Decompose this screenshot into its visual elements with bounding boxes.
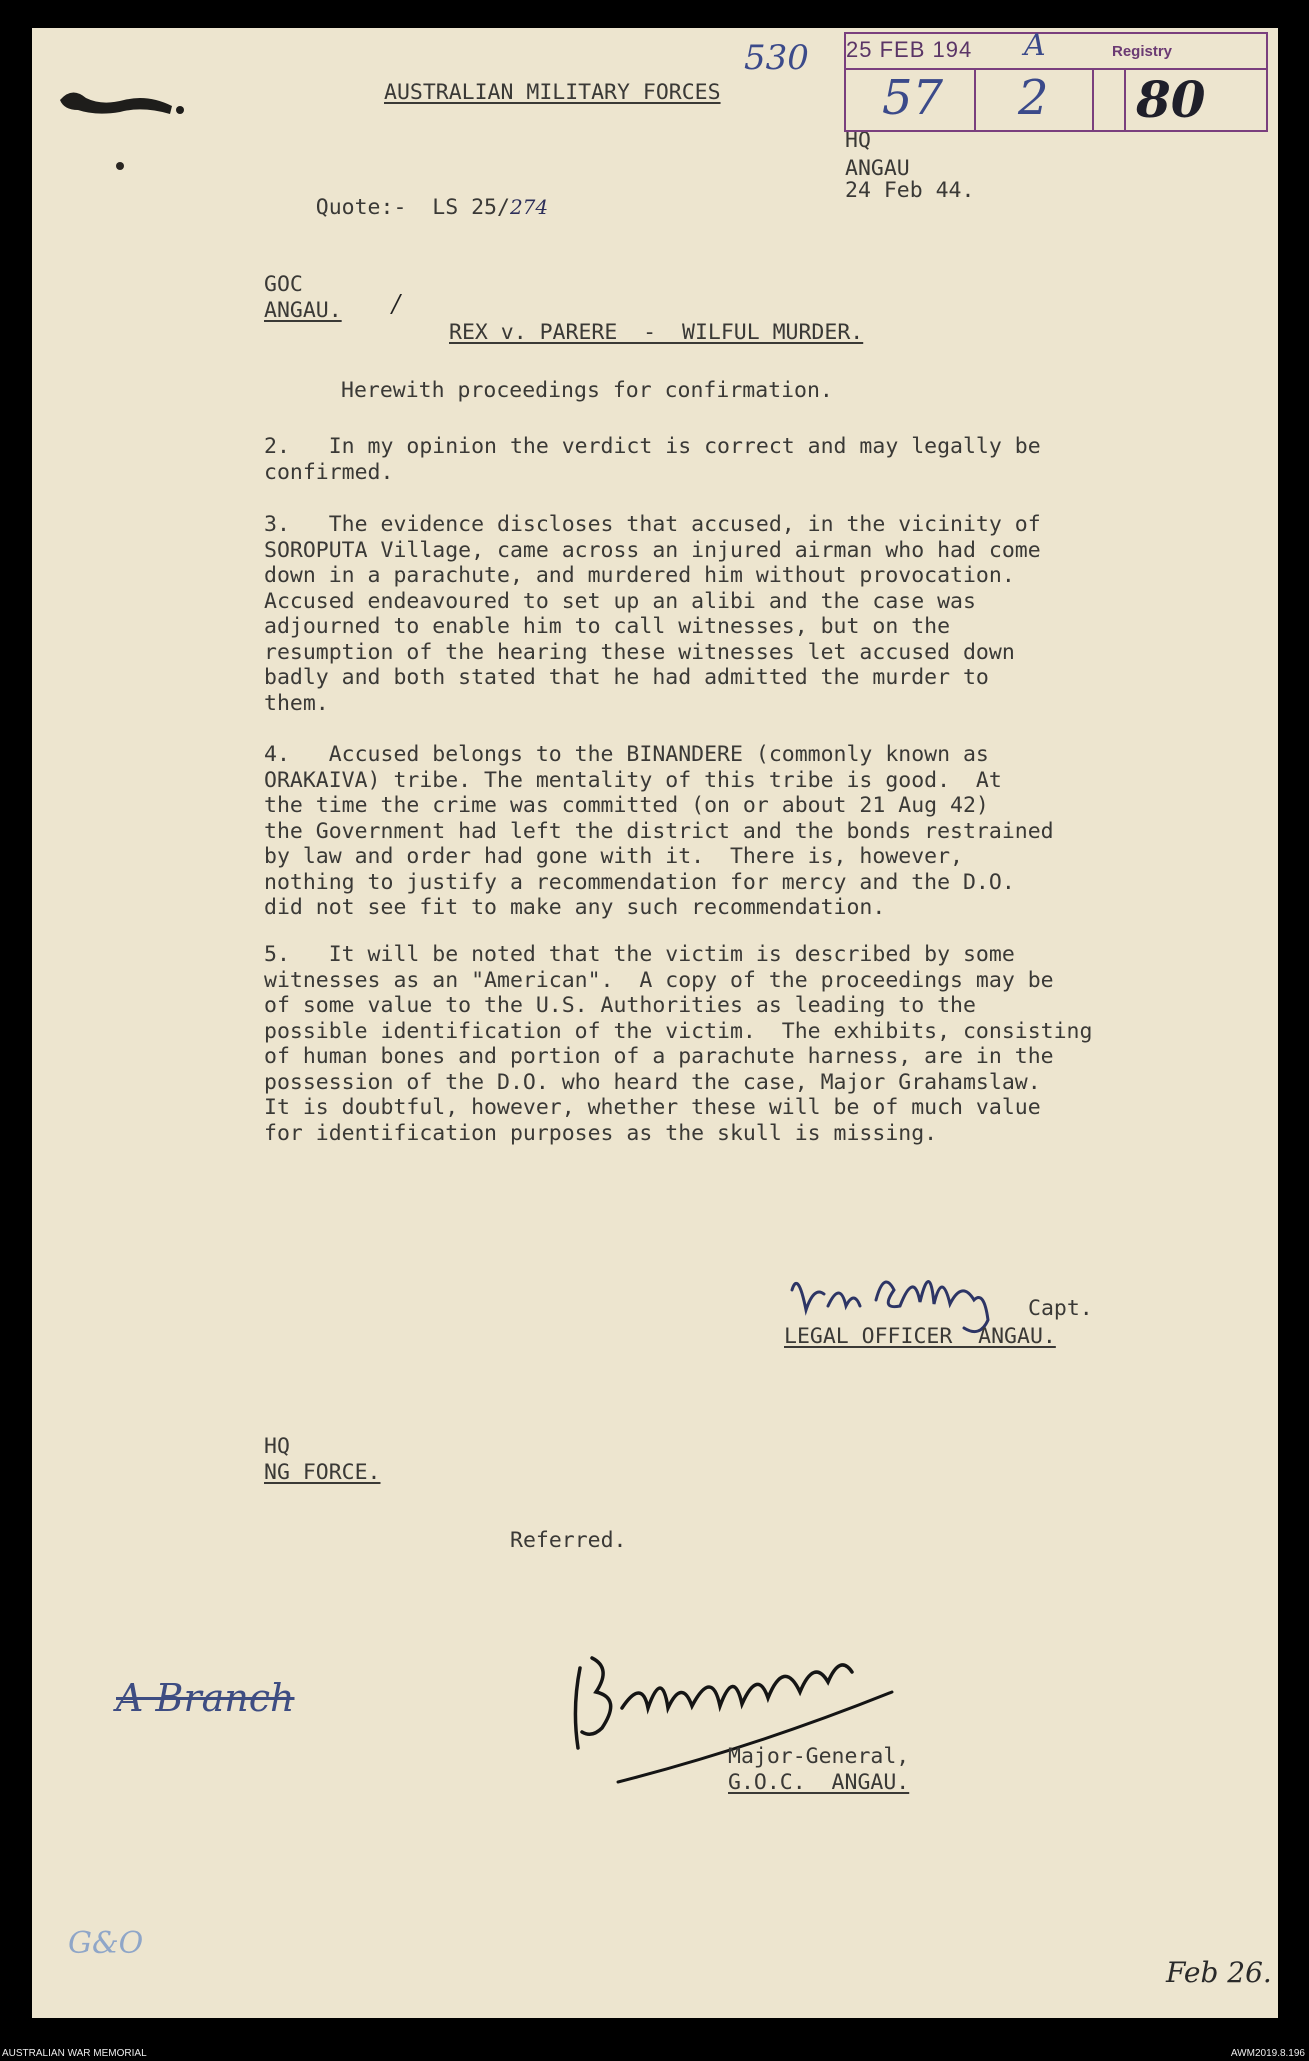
stamp-registry-label: Registry (1112, 43, 1173, 60)
handwritten-bottom-right: Feb 26. (1166, 1956, 1272, 1989)
document-date: 24 Feb 44. (845, 178, 975, 203)
second-addressee-line2: NG FORCE. (264, 1460, 381, 1485)
quote-label: Quote:- LS 25/ (315, 195, 510, 220)
document-title: AUSTRALIAN MILITARY FORCES (384, 80, 721, 105)
handwritten-branch: A Branch (116, 1676, 295, 1720)
paragraph-3: 3. The evidence discloses that accused, in the vicinity of SOROPUTA Village, came across an injured airman who had come down in a parachute, and murdered him without provocation. Accused endeavoured to set up an alibi and the case was adjourned to enable him to call witnesses, but on the resumption of the hearing these witnesses let accused down badly and both stated that he had admitted the murder to them. (264, 512, 1041, 716)
handwritten-bottom-left: G&O (68, 1926, 144, 1961)
referred-text: Referred. (510, 1528, 627, 1553)
paragraph-4: 4. Accused belongs to the BINANDERE (commonly known as ORAKAIVA) tribe. The mentality of this tribe is good. At the time the crime was committed (on or about 21 Aug 42) the Government had left the district and the bonds restrained by law and order had gone with it. There is, however, nothing to justify a recommendation for mercy and the D.O. did not see fit to make any such recommendation. (264, 742, 1054, 920)
stamp-hand-letter: A (1024, 28, 1046, 63)
footer-right: AWM2019.8.196 (1230, 2048, 1305, 2059)
signature1-title: LEGAL OFFICER ANGAU. (784, 1324, 1056, 1349)
signature1-rank: Capt. (1028, 1296, 1093, 1321)
from-hq: HQ (845, 128, 871, 153)
ink-smudge (52, 76, 192, 126)
addressee-line2: ANGAU. (264, 298, 342, 323)
registry-stamp (844, 28, 1268, 132)
stamp-number-3: 80 (1136, 70, 1206, 129)
stamp-number-1: 57 (882, 70, 944, 126)
paragraph-1: Herewith proceedings for confirmation. (341, 378, 833, 403)
signature2-rank: Major-General, (728, 1744, 910, 1769)
document-page (32, 28, 1278, 2018)
second-addressee-line1: HQ (264, 1434, 290, 1459)
stamp-date: 25 FEB 194 (846, 37, 973, 62)
stamp-number-2: 2 (1018, 70, 1049, 126)
addressee-line1: GOC (264, 272, 303, 297)
pencil-mark: / (392, 290, 401, 318)
paragraph-2: 2. In my opinion the verdict is correct and may legally be confirmed. (264, 434, 1041, 485)
subject-line: REX v. PARERE - WILFUL MURDER. (449, 320, 864, 345)
paragraph-5: 5. It will be noted that the victim is described by some witnesses as an "American". A copy of the proceedings may be of some value to the U.S. Authorities as leading to the possible identification of the victim. The exhibits, consisting of human bones and portion of a parachute harness, are in the possession of the D.O. who heard the case, Major Grahamslaw. It is doubtful, however, whether these will be of much value for identification purposes as the skull is missing. (264, 942, 1093, 1146)
stamp-annotation: 530 (744, 38, 809, 78)
quote-reference (264, 168, 548, 247)
signature2-title: G.O.C. ANGAU. (728, 1770, 910, 1795)
quote-handwritten: 274 (509, 195, 549, 219)
ink-dot (114, 160, 126, 172)
footer-left: AUSTRALIAN WAR MEMORIAL (2, 2048, 147, 2059)
from-unit: ANGAU (845, 156, 910, 181)
